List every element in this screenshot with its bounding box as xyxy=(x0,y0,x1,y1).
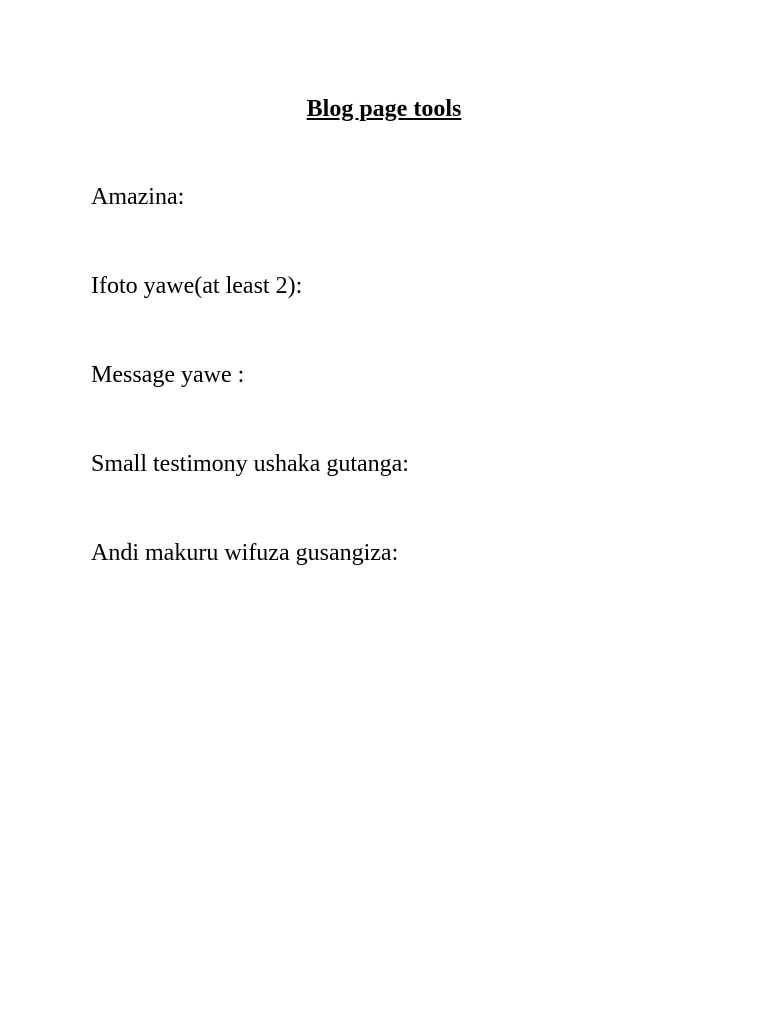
document-title: Blog page tools xyxy=(306,96,462,122)
field-label-amazina: Amazina: xyxy=(91,184,185,210)
field-label-andi-makuru: Andi makuru wifuza gusangiza: xyxy=(91,540,399,566)
field-label-ifoto: Ifoto yawe(at least 2): xyxy=(91,273,303,299)
form-field-list xyxy=(91,182,711,627)
field-label-testimony: Small testimony ushaka gutanga: xyxy=(91,451,409,477)
field-label-message: Message yawe : xyxy=(91,362,245,388)
